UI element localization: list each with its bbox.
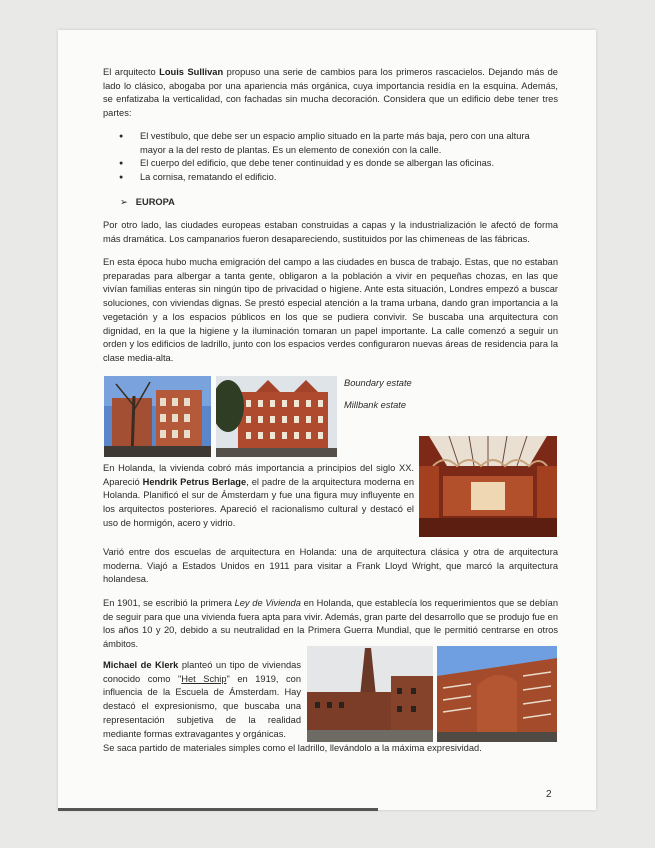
paragraph-berlage bbox=[103, 462, 414, 531]
section-heading bbox=[120, 197, 175, 208]
text-run: En 1901, se escribió la primera bbox=[103, 598, 235, 608]
paragraph-housing-law bbox=[103, 597, 558, 652]
list-item: ● La cornisa, rematando el edificio. bbox=[114, 171, 558, 185]
paragraph-sullivan bbox=[103, 66, 558, 121]
text-run: El arquitecto bbox=[103, 67, 160, 77]
het-schip-name: Het Schip bbox=[181, 673, 227, 684]
name-sullivan: Louis Sullivan bbox=[159, 67, 224, 77]
paragraph-de-klerk bbox=[103, 659, 301, 741]
name-de-klerk: Michael de Klerk bbox=[103, 660, 179, 670]
text-run: propuso una serie de cambios para los primeros rascacielos. Dejando más de lado lo clásico, abogaba por una apariencia más orgánica, cuya importancia residía en la esquina. Además, se enfatizaba la verticalidad, con fachadas sin mucha decoración. Considera que un edificio debe tener tres partes: bbox=[103, 67, 558, 119]
text-run: , el padre de la arquitectura moderna en Holanda. Planificó el sur de Ámsterdam y fue una figura muy influyente en los arquitectos posteriores. Apareció el racionalismo cultural y destacó el uso de hormigón, acero y vidrio. bbox=[103, 476, 415, 528]
paragraph-london: En esta época hubo mucha emigración del campo a las ciudades en busca de trabajo. Estas, que no estaban preparadas para albergar a tanta gente, obligaron a la población a vivir en pequeñas chozas, en las que vivían familias enteras sin ningún tipo de privacidad o higiene. Ante esta situación, Londres empezó a buscar soluciones, con viviendas dignas. Se prestó especial atención a la trama urbana, dando gran importancia a la vegetación y a los espacios públicos en los que se pudiera convivir. Se buscaba una arquitectura con dignidad, en la que la higiene y la iluminación tomaran un papel importante. La calle comenzó a seguir un orden y los edificios de ladrillo, junto con los espacios verdes configuraron nuevas áreas de residencia para la clase media-alta. bbox=[103, 257, 558, 363]
list-item: ● El vestíbulo, que debe ser un espacio amplio situado en la parte más baja, pero con una altura mayor a la del resto de plantas. Es un elemento de conexión con la calle. bbox=[114, 130, 558, 157]
paragraph-europe: Por otro lado, las ciudades europeas estaban construidas a capas y la industrialización le afectó de forma más dramática. Los campanarios fueron desapareciendo, sustituidos por las chimeneas de las fábricas. bbox=[103, 220, 558, 244]
text-run: planteó un tipo de viviendas conocido como " bbox=[103, 660, 301, 684]
text-run: en Holanda, que establecía los requerimientos que se debían de seguir para que una vivienda fuera apta para vivir. Además, gran parte del desarrollo que se produjo fue en los años 10 y 20, debido a su neutralidad en la Primera Guerra Mundial, que le permitió centrarse en otros ámbitos. bbox=[103, 598, 558, 650]
photo-het-schip-block bbox=[437, 646, 557, 742]
photo-berlage-interior bbox=[419, 436, 557, 537]
law-title: Ley de Vivienda bbox=[234, 598, 301, 608]
page-number: 2 bbox=[546, 789, 552, 800]
caption-boundary-estate: Boundary estate bbox=[344, 378, 412, 388]
page-edge-shadow bbox=[58, 808, 378, 811]
bullet-list bbox=[114, 130, 558, 185]
paragraph-materials: Se saca partido de materiales simples como el ladrillo, llevándolo a la máxima expresividad. bbox=[103, 743, 482, 753]
text-run: En Holanda, la vivienda cobró más importancia a principios del siglo XX. Apareció bbox=[103, 463, 414, 487]
caption-millbank-estate: Millbank estate bbox=[344, 400, 407, 410]
photo-het-schip-tower bbox=[307, 646, 433, 742]
paragraph-schools: Varió entre dos escuelas de arquitectura en Holanda: una de arquitectura clásica y otra de arquitectura moderna. Viajó a Estados Unidos en 1911 para visitar a Frank Lloyd Wright, que marcó la arquitectura holandesa. bbox=[103, 547, 558, 585]
photo-millbank-estate bbox=[216, 376, 337, 457]
arrow-icon: ➢ bbox=[120, 197, 128, 207]
photo-boundary-estate bbox=[104, 376, 211, 457]
name-berlage: Hendrik Petrus Berlage bbox=[142, 476, 247, 487]
list-item: ● El cuerpo del edificio, que debe tener continuidad y es donde se albergan las oficinas. bbox=[114, 157, 558, 171]
section-title: EUROPA bbox=[135, 197, 175, 207]
text-run: " en 1919, con influencia de la Escuela de Ámsterdam. Hay destacó el expresionismo, que buscaba una representación subjetiva de la realidad mediante formas extravagantes y orgánicas. bbox=[103, 673, 301, 739]
